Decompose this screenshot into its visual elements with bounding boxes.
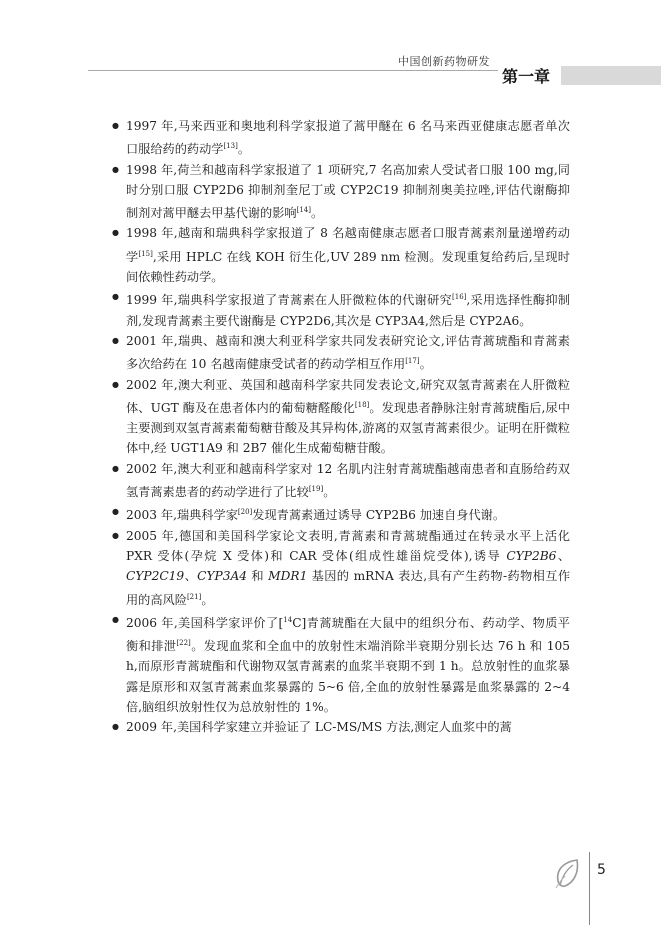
entry-text: 1998 年,越南和瑞典科学家报道了 8 名越南健康志愿者口服青蒿素剂量递增药动学 [126,226,570,264]
entry-text: C]青蒿琥酯在大鼠中的组织分布、药动学、物质平衡和排泄 [126,615,570,654]
page-number-rule [589,852,590,925]
entry-text: 1999 年,瑞典科学家报道了青蒿素在人肝微粒体的代谢研究 [126,293,453,308]
entry-text: 2009 年,美国科学家建立并验证了 LC-MS/MS 方法,测定人血浆中的蒿 [126,720,512,735]
citation: [15] [138,249,153,258]
entry-tail: 。发现患者静脉注射青蒿琥酯后,尿中主要测到双氢青蒿素葡萄糖苷酸及其异构体,游离的双氢青蒿素很少。证明在肝微粒体中,经 UGT1A9 和 2B7 催化生成葡萄糖苷酸。 [126,400,571,456]
timeline-entry-2001 [112,331,570,375]
chapter-tab-bar [561,66,661,85]
timeline-entry-1997 [112,116,570,160]
timeline-entry-2009 [112,717,570,737]
timeline-entry-2006 [112,610,570,717]
entry-tail: 。 [419,357,432,372]
entry-text: 1998 年,荷兰和越南科学家报道了 1 项研究,7 名高加索人受试者口服 100 mg,同时分别口服 CYP2D6 抑制剂奎尼丁或 CYP2C19 抑制剂奥美拉唑,评估代谢酶抑制剂对蒿甲醚去甲基代谢的影响 [126,162,570,221]
citation: [13] [223,142,238,151]
timeline-entry-2002a [112,375,570,459]
separator: 、 [556,548,571,563]
entry-text: 2002 年,澳大利亚、英国和越南科学家共同发表论文,研究双氢青蒿素在人肝微粒体、UGT 酶及在患者体内的葡萄糖醛酸化 [126,377,570,415]
running-header-title: 中国创新药物研发 [398,55,490,68]
timeline-entry-2002b [112,459,570,503]
entry-text: 2002 年,澳大利亚和越南科学家对 12 名肌内注射青蒿琥酯越南患者和直肠给药双氢青蒿素患者的药动学进行了比较 [126,461,570,500]
timeline-list [112,116,570,738]
entry-text: 1997 年,马来西亚和奥地利科学家报道了蒿甲醚在 6 名马来西亚健康志愿者单次口服给药的药动学 [126,119,570,157]
separator: 和 [247,569,269,584]
entry-tail: 。 [323,485,336,500]
citation: [20] [237,508,253,517]
citation: [14] [296,206,311,215]
page-number: 5 [597,862,606,878]
gene-name: CYP2C19 [126,569,185,584]
chapter-label: 第一章 [502,67,551,86]
timeline-entry-1998a [112,160,570,224]
citation: [19] [308,485,324,494]
gene-name: MDR1 [268,569,308,584]
entry-tail: 。 [311,206,324,221]
leaf-logo-icon [553,857,581,889]
entry-pre: 2005 年,德国和美国科学家论文表明,青蒿素和青蒿琥酯通过在转录水平上活化 PXR 受体(孕烷 X 受体)和 CAR 受体(组成性雄甾烷受体),诱导 [126,528,570,563]
header-rule [88,70,498,71]
timeline-entry-1998b [112,223,570,287]
citation: [21] [186,592,202,601]
timeline-entry-2005 [112,526,570,610]
citation: [16] [452,293,467,302]
citation: [18] [354,400,370,409]
citation: [17] [405,357,420,366]
entry-tail: 发现青蒿素通过诱导 CYP2B6 加速自身代谢。 [252,508,506,523]
entry-pre: 2006 年,美国科学家评价了[ [126,615,284,630]
entry-tail: ,采用选择性酶抑制剂,发现青蒿素主要代谢酶是 CYP2D6,其次是 CYP3A4,然后是 CYP2A6。 [126,293,571,328]
entry-tail: ,采用 HPLC 在线 KOH 衍生化,UV 289 nm 检测。发现重复给药后,呈现时间依赖性药动学。 [126,249,570,285]
entry-tail: 。 [201,592,214,607]
timeline-entry-2003 [112,502,570,525]
timeline-entry-1999 [112,287,570,331]
entry-tail: 。发现血浆和全血中的放射性末端消除半衰期分别长达 76 h 和 105 h,而原形青蒿琥酯和代谢物双氢青蒿素的血浆半衰期不到 1 h。总放射性的血浆暴露是原形和双氢青蒿素血浆暴露的 5~6 倍,全血的放射性暴露是血浆暴露的 2~4 倍,脑组织放射性仅为总放射性的 1%。 [126,639,570,715]
entry-tail: 。 [237,142,251,157]
separator: 、 [184,569,198,584]
citation: [22] [176,639,191,648]
gene-name: CYP3A4 [197,569,248,584]
entry-text: 2003 年,瑞典科学家 [126,508,238,523]
entry-text: 2001 年,瑞典、越南和澳大利亚科学家共同发表研究论文,评估青蒿琥酯和青蒿素多次给药在 10 名越南健康受试者的药动学相互作用 [126,333,570,372]
gene-name: CYP2B6 [506,548,557,563]
entry-text: 基因的 mRNA 表达,具有产生药物-药物相互作用的高风险 [126,569,571,607]
isotope-mass: 14 [283,615,293,624]
